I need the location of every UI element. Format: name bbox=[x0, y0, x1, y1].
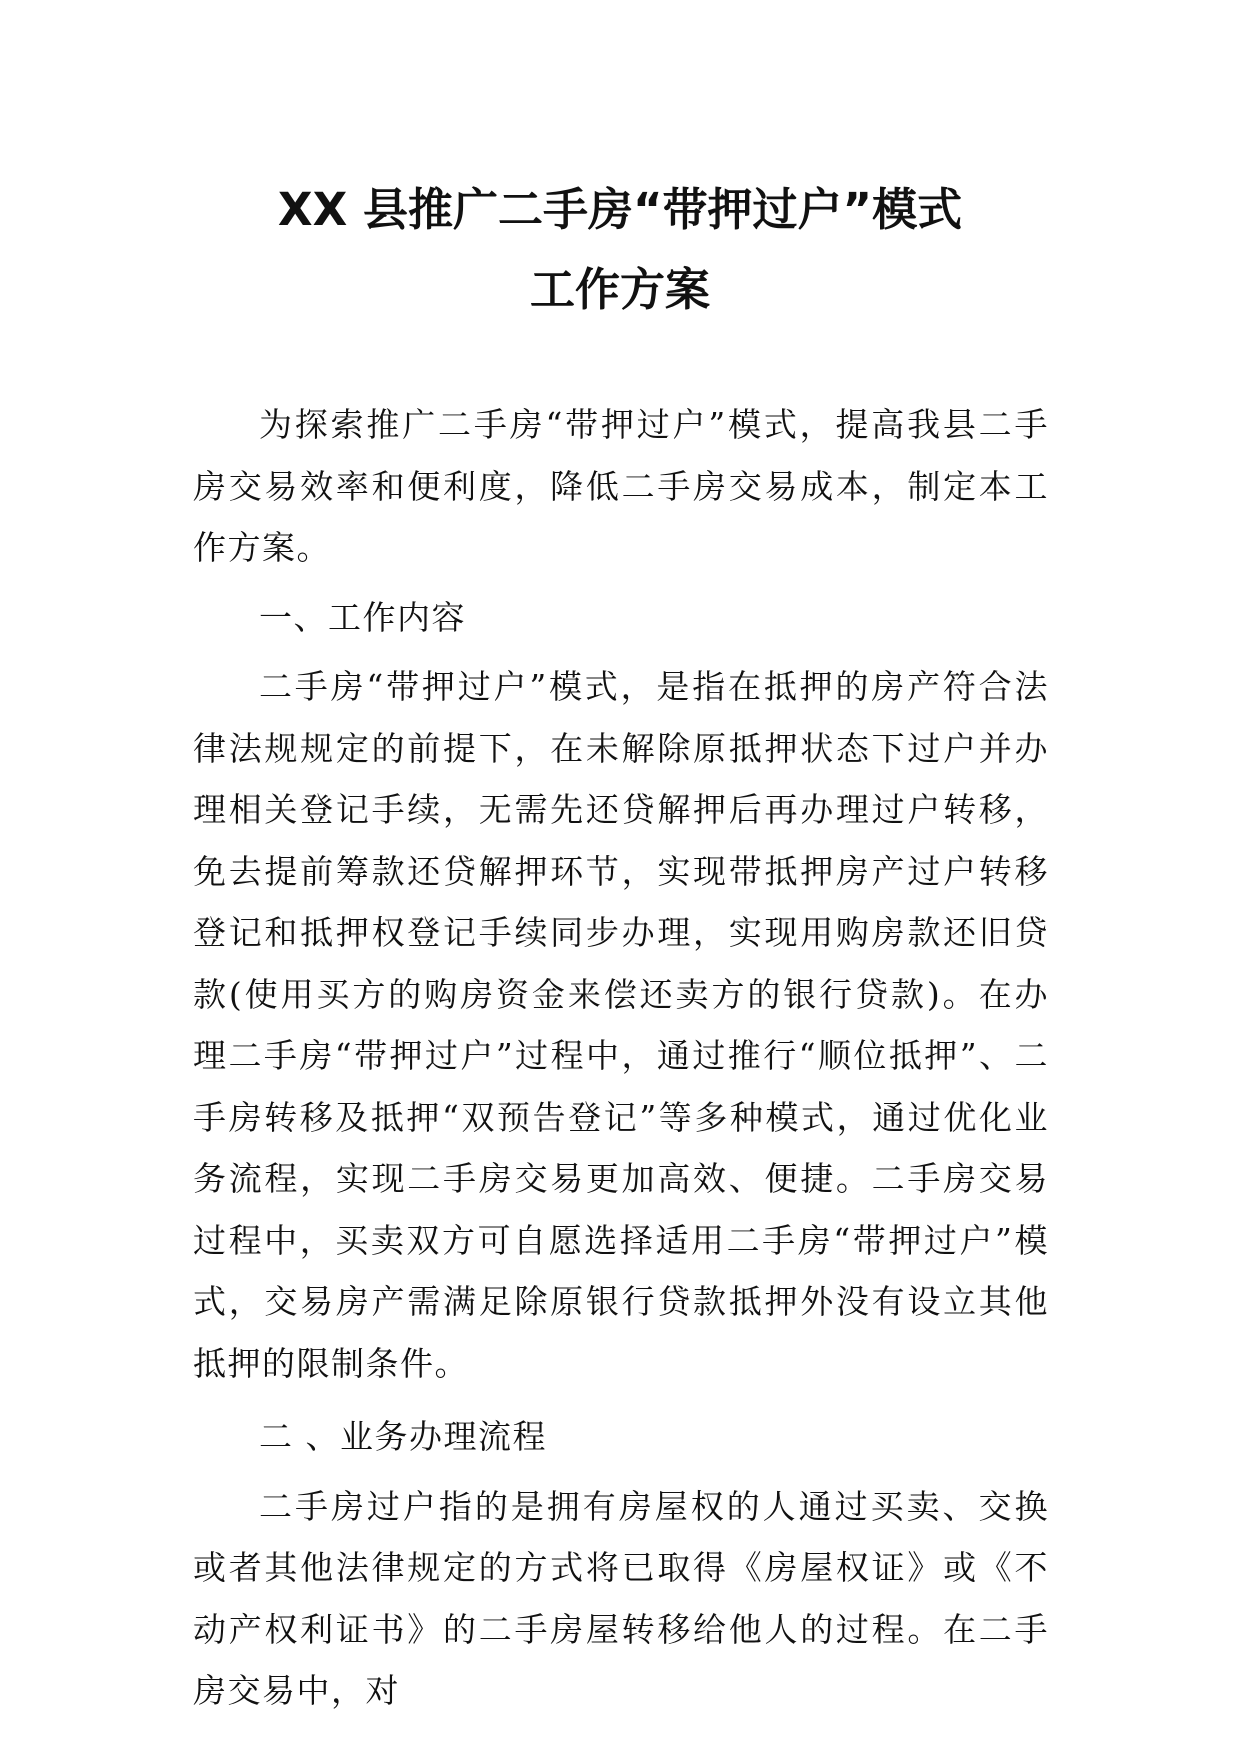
section-1-paragraph: 二手房“带押过户”模式，是指在抵押的房产符合法律法规规定的前提下，在未解除原抵押状态下过户并办理相关登记手续，无需先还贷解押后再办理过户转移，免去提前筹款还贷解押环节，实现带抵押房产过户转移登记和抵押权登记手续同步办理，实现用购房款还旧贷款(使用买方的购房资金来偿还卖方的银行贷款)。在办理二手房“带押过户”过程中，通过推行“顺位抵押”、二手房转移及抵押“双预告登记”等多种模式，通过优化业务流程，实现二手房交易更加高效、便捷。二手房交易过程中，买卖双方可自愿选择适用二手房“带押过户”模式，交易房产需满足除原银行贷款抵押外没有设立其他抵押的限制条件。 bbox=[193, 667, 1049, 1383]
document-title bbox=[0, 178, 1240, 322]
section-2-paragraph: 二手房过户指的是拥有房屋权的人通过买卖、交换或者其他法律规定的方式将已取得《房屋权证》或《不动产权利证书》的二手房屋转移给他人的过程。在二手房交易中，对 bbox=[193, 1486, 1049, 1710]
title-line-1: XX 县推广二手房“带押过户”模式 bbox=[277, 183, 963, 236]
intro-paragraph: 为探索推广二手房“带押过户”模式，提高我县二手房交易效率和便利度，降低二手房交易成本，制定本工作方案。 bbox=[193, 405, 1049, 567]
document-body bbox=[193, 394, 1049, 1722]
title-line-2: 工作方案 bbox=[529, 263, 710, 316]
section-heading-1: 一、工作内容 bbox=[259, 597, 466, 637]
section-heading-2: 二 、业务办理流程 bbox=[259, 1417, 547, 1456]
